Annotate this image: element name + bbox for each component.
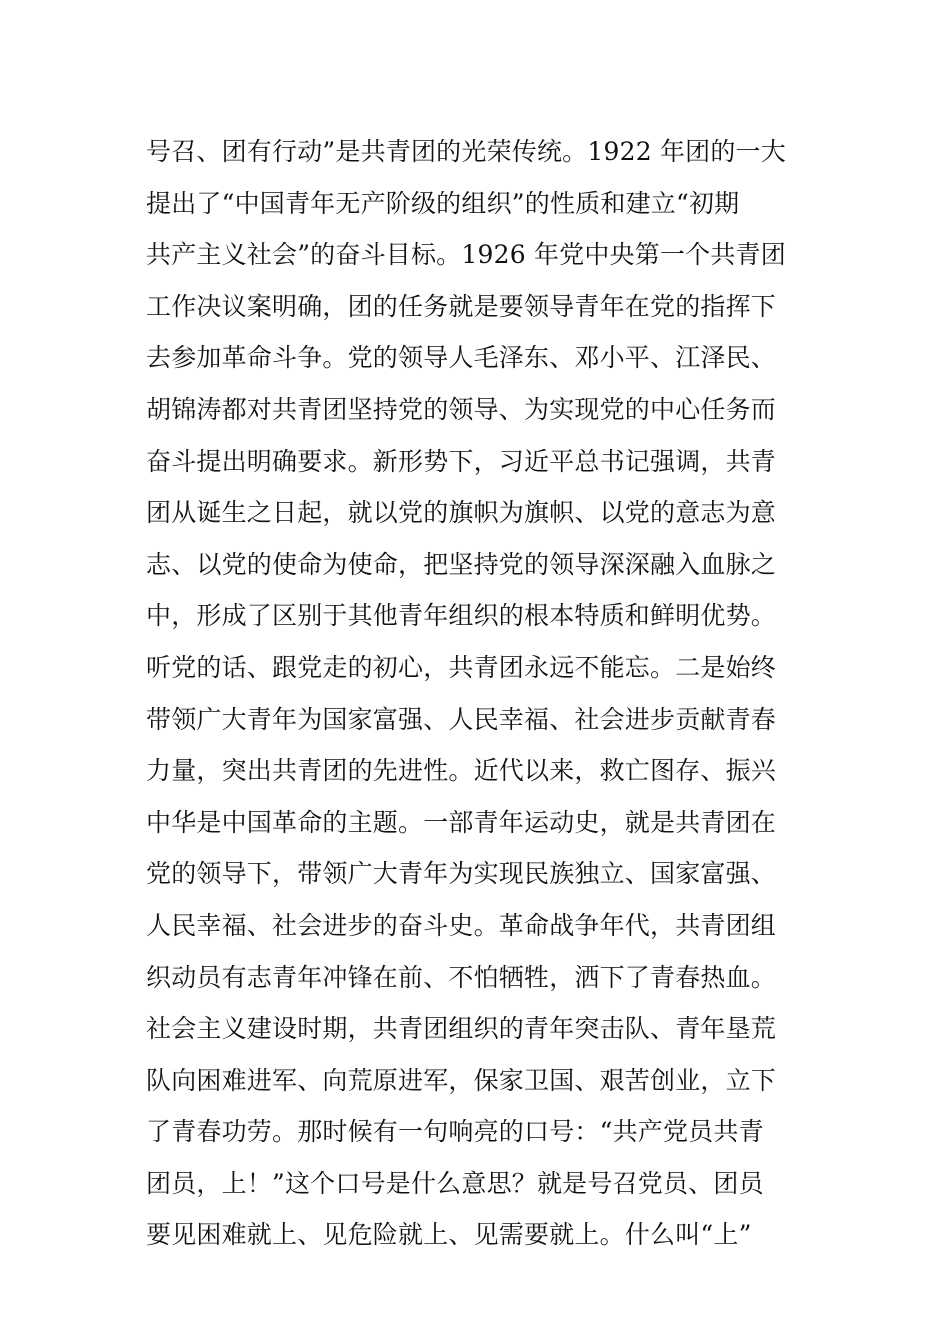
text-line: 力量，突出共青团的先进性。近代以来，救亡图存、振兴	[146, 756, 777, 786]
text-line: 团员，上！”这个口号是什么意思？就是号召党员、团员	[146, 1168, 764, 1198]
text-line: 提出了“中国青年无产阶级的组织”的性质和建立“初期	[146, 188, 740, 218]
text-line: 了青春功劳。那时候有一句响亮的口号：“共产党员共青	[146, 1117, 764, 1147]
text-line: 队向困难进军、向荒原进军，保家卫国、艰苦创业，立下	[146, 1065, 777, 1095]
text-line: 听党的话、跟党走的初心，共青团永远不能忘。二是始终	[146, 652, 777, 682]
text-line: 带领广大青年为国家富强、人民幸福、社会进步贡献青春	[146, 704, 777, 734]
text-line: 工作决议案明确，团的任务就是要领导青年在党的指挥下	[146, 291, 777, 321]
text-line: 共产主义社会”的奋斗目标。1926 年党中央第一个共青团	[146, 240, 786, 270]
text-line: 中，形成了区别于其他青年组织的根本特质和鲜明优势。	[146, 601, 777, 631]
text-line: 胡锦涛都对共青团坚持党的领导、为实现党的中心任务而	[146, 394, 777, 424]
text-line: 要见困难就上、见危险就上、见需要就上。什么叫“上”	[146, 1220, 752, 1250]
text-line: 团从诞生之日起，就以党的旗帜为旗帜、以党的意志为意	[146, 498, 777, 528]
text-line: 号召、团有行动”是共青团的光荣传统。1922 年团的一大	[146, 137, 786, 166]
text-line: 中华是中国革命的主题。一部青年运动史，就是共青团在	[146, 807, 777, 837]
text-line: 去参加革命斗争。党的领导人毛泽东、邓小平、江泽民、	[146, 343, 777, 373]
body-text	[146, 126, 816, 1261]
text-line: 织动员有志青年冲锋在前、不怕牺牲，洒下了青春热血。	[146, 962, 777, 992]
text-line: 人民幸福、社会进步的奋斗史。革命战争年代，共青团组	[146, 910, 777, 940]
text-line: 志、以党的使命为使命，把坚持党的领导深深融入血脉之	[146, 549, 777, 579]
text-line: 社会主义建设时期，共青团组织的青年突击队、青年垦荒	[146, 1014, 777, 1044]
text-line: 奋斗提出明确要求。新形势下，习近平总书记强调，共青	[146, 446, 777, 476]
text-line: 党的领导下，带领广大青年为实现民族独立、国家富强、	[146, 859, 777, 889]
